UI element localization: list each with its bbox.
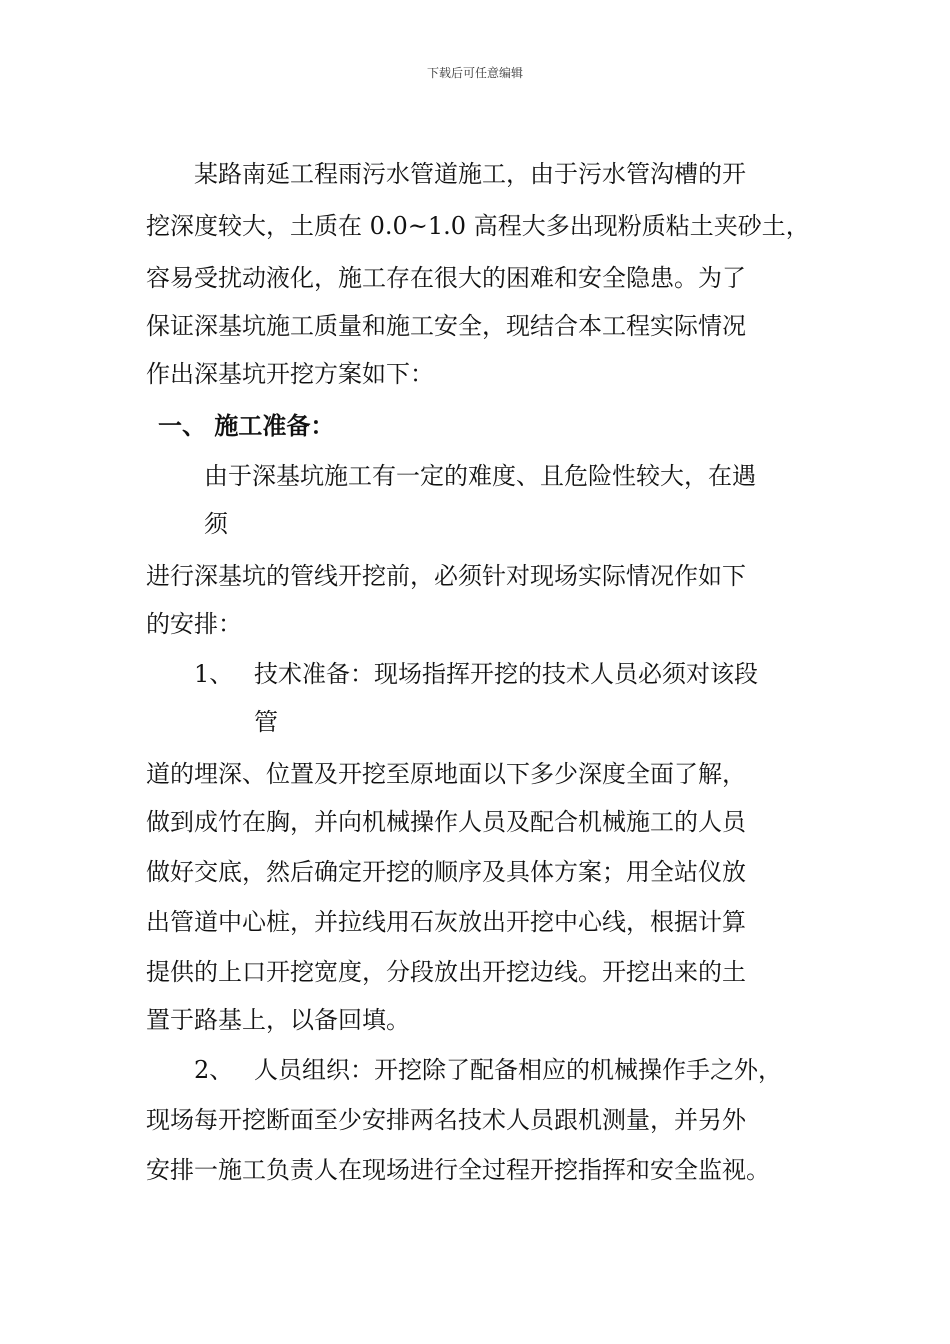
list-number: 1、 (194, 660, 234, 688)
paragraph-line: 容易受扰动液化，施工存在很大的困难和安全隐患。为了 (146, 264, 746, 292)
paragraph-line: 提供的上口开挖宽度，分段放出开挖边线。开挖出来的土 (146, 958, 746, 986)
paragraph-line: 须 (204, 510, 228, 538)
paragraph-line: 现场每开挖断面至少安排两名技术人员跟机测量，并另外 (146, 1106, 746, 1134)
paragraph-line: 安排一施工负责人在现场进行全过程开挖指挥和安全监视。 (146, 1156, 770, 1184)
paragraph-line: 挖深度较大，土质在 0.0~1.0 高程大多出现粉质粘土夹砂土， (146, 212, 810, 240)
paragraph-line: 的安排： (146, 610, 242, 638)
paragraph-line: 做到成竹在胸，并向机械操作人员及配合机械施工的人员 (146, 808, 746, 836)
paragraph-line: 某路南延工程雨污水管道施工，由于污水管沟槽的开 (194, 160, 746, 188)
list-item-line: 管 (254, 708, 278, 736)
list-item-line: 人员组织：开挖除了配备相应的机械操作手之外， (254, 1056, 782, 1084)
paragraph-line: 进行深基坑的管线开挖前，必须针对现场实际情况作如下 (146, 562, 746, 590)
paragraph-line: 道的埋深、位置及开挖至原地面以下多少深度全面了解， (146, 760, 746, 788)
paragraph-line: 保证深基坑施工质量和施工安全，现结合本工程实际情况 (146, 312, 746, 340)
paragraph-line: 置于路基上，以备回填。 (146, 1006, 410, 1034)
paragraph-line: 作出深基坑开挖方案如下： (146, 360, 434, 388)
list-number: 2、 (194, 1056, 234, 1084)
paragraph-line: 出管道中心桩，并拉线用石灰放出开挖中心线，根据计算 (146, 908, 746, 936)
paragraph-line: 做好交底，然后确定开挖的顺序及具体方案；用全站仪放 (146, 858, 746, 886)
list-item-line: 技术准备：现场指挥开挖的技术人员必须对该段 (254, 660, 758, 688)
section-heading: 一、 施工准备： (158, 411, 335, 440)
page-header: 下载后可任意编辑 (426, 66, 523, 80)
paragraph-line: 由于深基坑施工有一定的难度、且危险性较大，在遇 (204, 462, 756, 490)
